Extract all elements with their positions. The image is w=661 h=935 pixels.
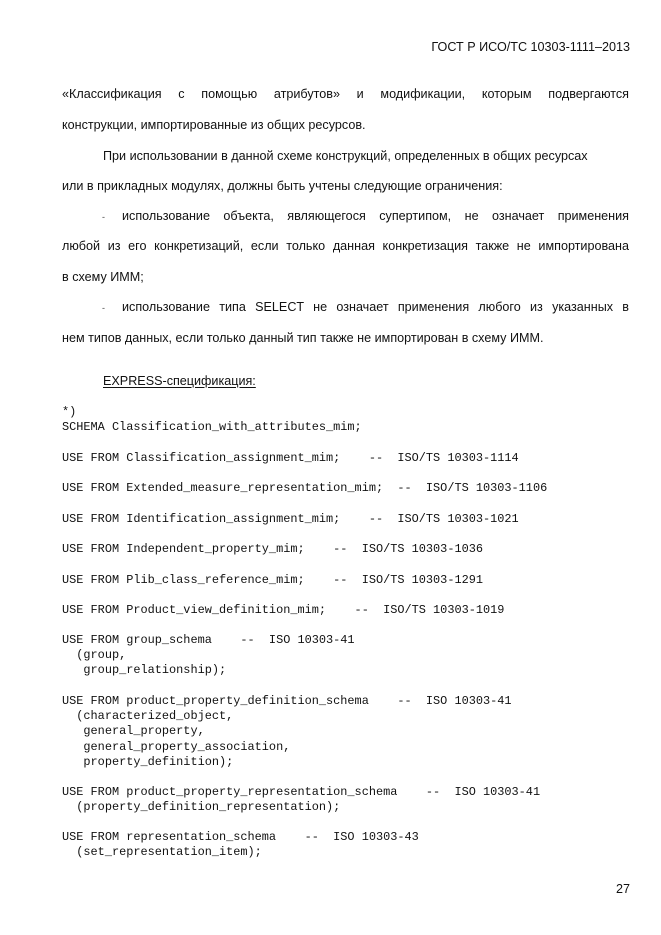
list-item-1-line-2: любой из его конкретизаций, если только данная конкретизация также не импортирована (62, 239, 629, 253)
code-use-product-property-representation: USE FROM product_property_representation_schema -- ISO 10303-41 (property_definition_representation); (62, 785, 541, 815)
code-schema-open: *) SCHEMA Classification_with_attributes_mim; (62, 405, 362, 435)
paragraph-1-line-2: конструкции, импортированные из общих ресурсов. (62, 118, 366, 132)
code-use-classification: USE FROM Classification_assignment_mim; -- ISO/TS 10303-1114 (62, 451, 519, 465)
code-use-representation-schema: USE FROM representation_schema -- ISO 10303-43 (set_representation_item); (62, 830, 419, 860)
list-item-2-line-2: нем типов данных, если только данный тип также не импортирован в схему ИММ. (62, 331, 544, 345)
paragraph-1-line-1: «Классификация с помощью атрибутов» и модификации, которым подвергаются (62, 87, 629, 101)
code-use-extended-measure: USE FROM Extended_measure_representation_mim; -- ISO/TS 10303-1106 (62, 481, 548, 495)
document-header: ГОСТ Р ИСО/ТС 10303-1111–2013 (431, 40, 630, 54)
paragraph-2-line-1: При использовании в данной схеме конструкций, определенных в общих ресурсах (103, 149, 588, 163)
code-use-product-view: USE FROM Product_view_definition_mim; -- ISO/TS 10303-1019 (62, 603, 505, 617)
paragraph-2-line-2: или в прикладных модулях, должны быть учтены следующие ограничения: (62, 179, 503, 193)
list-item-1-marker: - (102, 212, 105, 222)
code-use-group-schema: USE FROM group_schema -- ISO 10303-41 (group, group_relationship); (62, 633, 355, 678)
code-use-independent-property: USE FROM Independent_property_mim; -- ISO/TS 10303-1036 (62, 542, 483, 556)
list-item-1-line-3: в схему ИММ; (62, 270, 144, 284)
express-heading: EXPRESS-спецификация: (103, 374, 256, 388)
code-use-identification: USE FROM Identification_assignment_mim; -- ISO/TS 10303-1021 (62, 512, 519, 526)
code-use-plib-class: USE FROM Plib_class_reference_mim; -- ISO/TS 10303-1291 (62, 573, 483, 587)
page-number: 27 (615, 882, 630, 896)
list-item-2-marker: - (102, 303, 105, 313)
list-item-2-line-1: использование типа SELECT не означает применения любого из указанных в (122, 300, 629, 314)
code-use-product-property-definition: USE FROM product_property_definition_schema -- ISO 10303-41 (characterized_object, general_property, general_property_association, property_definition); (62, 694, 512, 769)
list-item-1-line-1: использование объекта, являющегося супертипом, не означает применения (122, 209, 629, 223)
